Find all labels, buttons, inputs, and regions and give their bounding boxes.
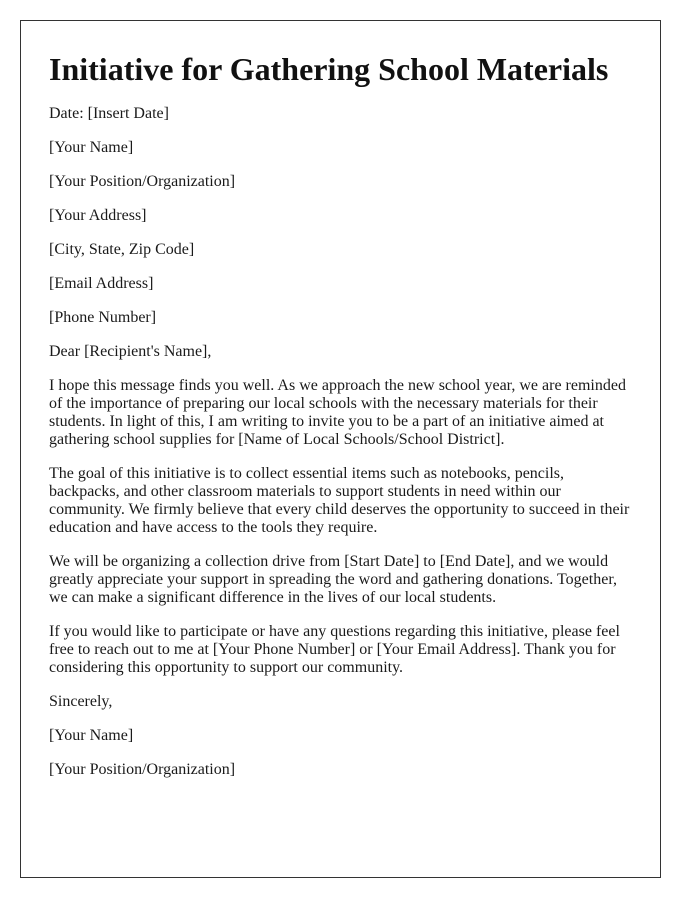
closing: Sincerely, [49, 693, 113, 710]
sender-address: [Your Address] [49, 207, 147, 224]
body-paragraph-4: If you would like to participate or have any questions regarding this initiative, please feel free to reach out to me at [Your Phone Number] or [Your Email Address]. Thank you for considering this opportunity to support our community. [49, 623, 620, 676]
letter-date: Date: [Insert Date] [49, 105, 169, 122]
sender-city: [City, State, Zip Code] [49, 241, 195, 258]
sender-name: [Your Name] [49, 139, 134, 156]
letter-title: Initiative for Gathering School Materials [49, 51, 609, 87]
sender-position: [Your Position/Organization] [49, 173, 236, 190]
body-paragraph-1: I hope this message finds you well. As we approach the new school year, we are reminded of the importance of preparing our local schools with the necessary materials for their students. In light of this, I am writing to invite you to be a part of an initiative aimed at gathering school supplies for [Name of Local Schools/School District]. [49, 377, 626, 448]
sender-phone: [Phone Number] [49, 309, 157, 326]
body-paragraph-2: The goal of this initiative is to collect essential items such as notebooks, pencils, backpacks, and other classroom materials to support students in need within our community. We firmly believe that every child deserves the opportunity to succeed in their education and have access to the tools they require. [49, 465, 630, 536]
signature-name: [Your Name] [49, 727, 134, 744]
body-paragraph-3: We will be organizing a collection drive from [Start Date] to [End Date], and we would greatly appreciate your support in spreading the word and gathering donations. Together, we can make a significant difference in the lives of our local students. [49, 553, 617, 606]
letter-page [20, 20, 661, 878]
signature-position: [Your Position/Organization] [49, 761, 236, 778]
salutation: Dear [Recipient's Name], [49, 343, 212, 360]
sender-email: [Email Address] [49, 275, 154, 292]
